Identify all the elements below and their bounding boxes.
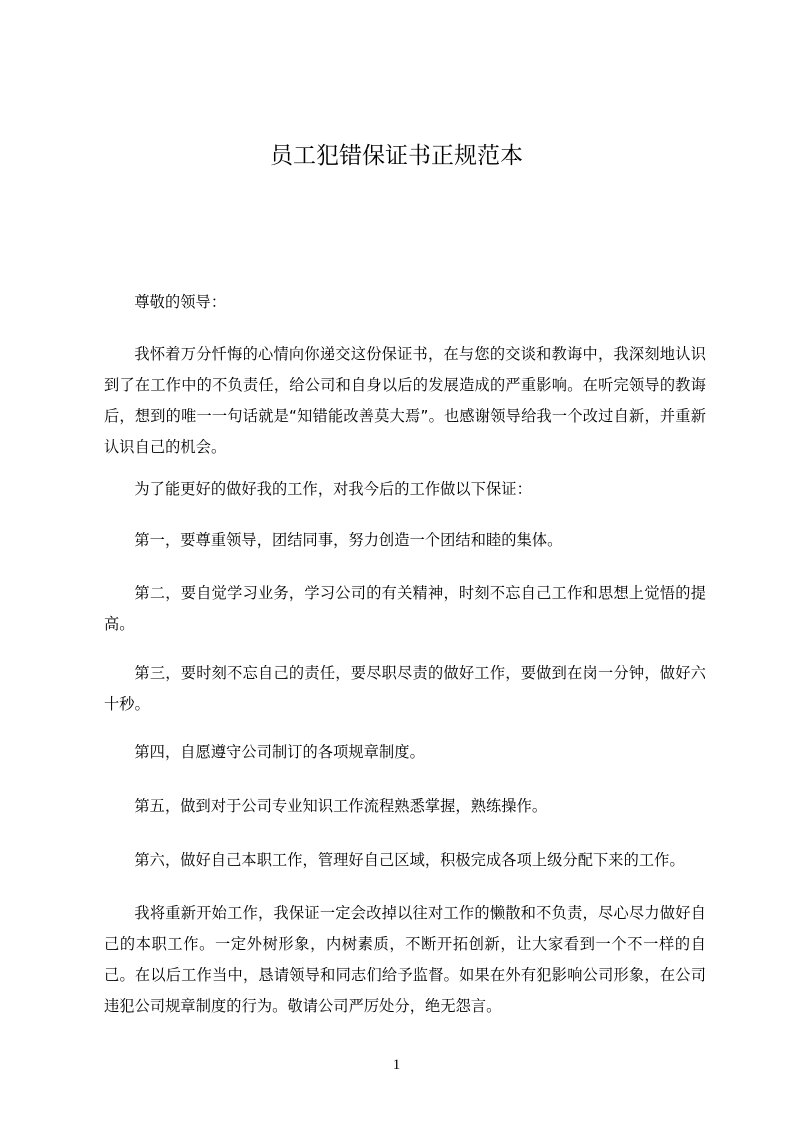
paragraph-intro-pledges: 为了能更好的做好我的工作，对我今后的工作做以下保证： bbox=[134, 480, 532, 498]
pledge-item-6: 第六，做好自己本职工作，管理好自己区域，积极完成各项上级分配下来的工作。 bbox=[134, 851, 685, 869]
paragraph-closing: 我将重新开始工作，我保证一定会改掉以往对工作的懒散和不负责，尽心尽力做好自己的本职工作。一定外树形象，内树素质，不断开拓创新，让大家看到一个不一样的自己。在以后工作当中，恳请领导和同志们给予监督。如果在外有犯影响公司形象，在公司违犯公司规章制度的行为。敬请公司严厉处分，绝无怨言。 bbox=[104, 904, 706, 1015]
page-number: 1 bbox=[392, 1057, 401, 1073]
pledge-item-5: 第五，做到对于公司专业知识工作流程熟悉掌握，熟练操作。 bbox=[134, 797, 548, 815]
salutation: 尊敬的领导： bbox=[134, 293, 227, 311]
paragraph-apology: 我怀着万分忏悔的心情向你递交这份保证书，在与您的交谈和教诲中，我深刻地认识到了在工作中的不负责任，给公司和自身以后的发展造成的严重影响。在听完领导的教诲后，想到的唯一一句话就是“知错能改善莫大焉”。也感谢领导给我一个改过自新，并重新认识自己的机会。 bbox=[104, 345, 706, 456]
pledge-item-2: 第二，要自觉学习业务，学习公司的有关精神，时刻不忘自己工作和思想上觉悟的提高。 bbox=[104, 584, 706, 633]
pledge-item-1: 第一，要尊重领导，团结同事，努力创造一个团结和睦的集体。 bbox=[134, 531, 563, 549]
pledge-item-4: 第四，自愿遵守公司制订的各项规章制度。 bbox=[134, 743, 425, 761]
pledge-item-3: 第三，要时刻不忘自己的责任，要尽职尽责的做好工作，要做到在岗一分钟，做好六十秒。 bbox=[104, 664, 706, 713]
document-title: 员工犯错保证书正规范本 bbox=[270, 143, 523, 169]
